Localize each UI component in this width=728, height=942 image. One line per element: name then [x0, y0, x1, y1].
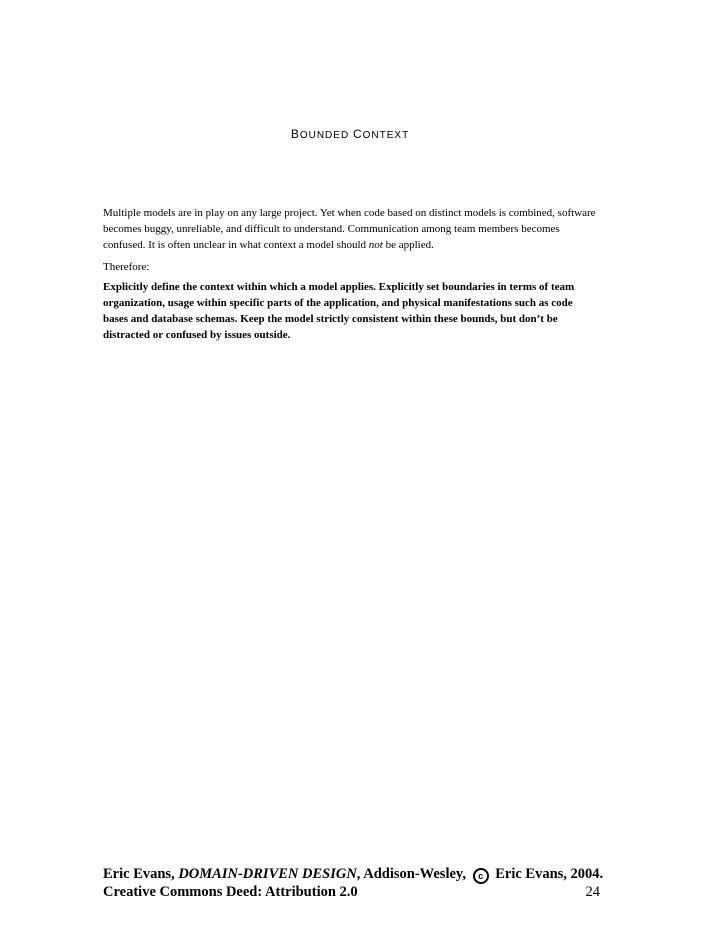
problem-text: Multiple models are in play on any large project. Yet when code based on distinct models is combined, software becomes buggy, unreliable, and difficult to understand. Communication among team members becomes confused. It is often unclear in what context a model should: [103, 207, 596, 251]
footer-citation: [103, 865, 604, 884]
solution-paragraph: Explicitly define the context within which a model applies. Explicitly set boundaries in terms of team organization, usage within specific parts of the application, and physical manifestations such as code bases and database schemas. Keep the model strictly consistent within these bounds, but don’t be distracted or confused by issues outside.: [103, 281, 575, 341]
footer-author: Eric Evans,: [103, 866, 179, 882]
page-number: 24: [585, 884, 600, 900]
section-title: [0, 127, 700, 141]
title-word-1-rest: OUNDED: [299, 130, 350, 141]
problem-emphasis: not: [368, 239, 383, 251]
title-word-2-rest: ONTEXT: [362, 130, 410, 141]
title-initial-1: B: [290, 127, 300, 141]
problem-paragraph: [103, 205, 598, 253]
therefore-paragraph: Therefore:: [103, 261, 150, 273]
footer-book-title: DOMAIN-DRIVEN DESIGN: [178, 866, 357, 882]
copyright-icon: c: [473, 868, 489, 884]
footer-license: Creative Commons Deed: Attribution 2.0: [103, 884, 358, 900]
footer-copyright-text: Eric Evans, 2004.: [491, 866, 604, 882]
problem-text-end: be applied.: [382, 239, 434, 251]
footer-publisher: , Addison-Wesley,: [356, 866, 470, 882]
title-initial-2: C: [352, 127, 363, 141]
